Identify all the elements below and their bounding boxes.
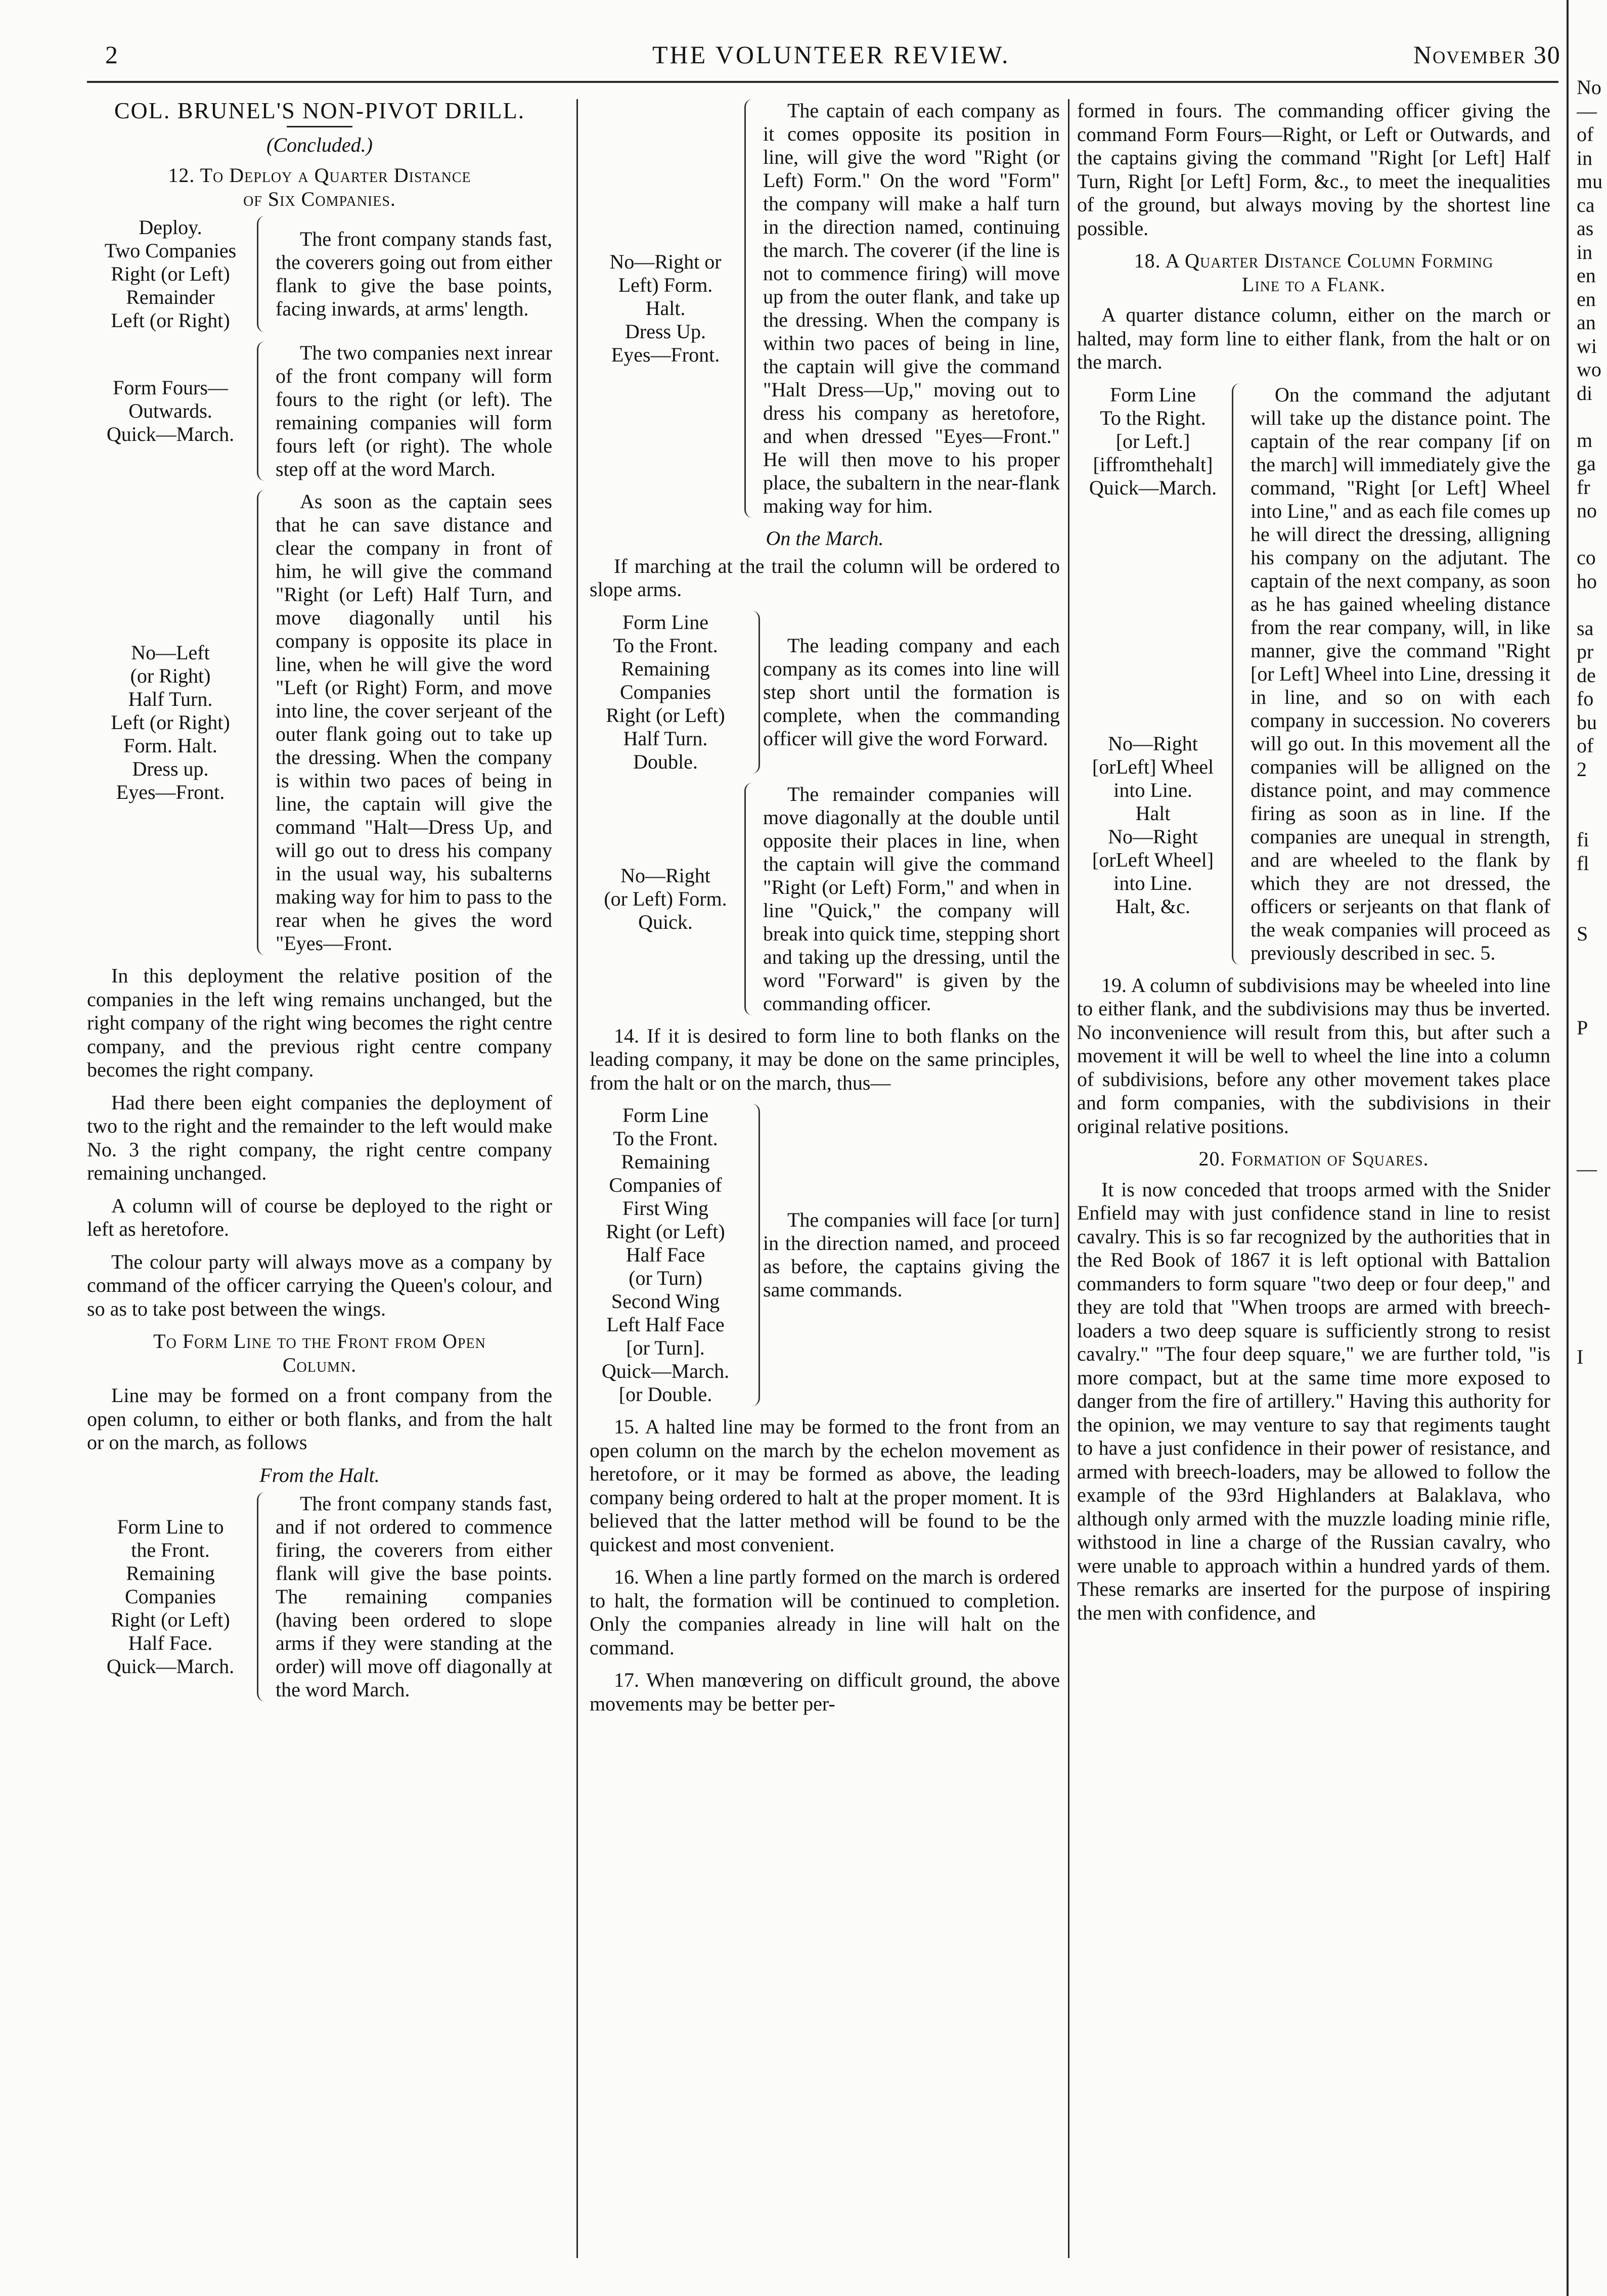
edge-fragment: [1577, 1392, 1607, 1416]
edge-fragment: [1577, 1886, 1607, 1910]
concluded-note: (Concluded.): [266, 133, 373, 156]
column-rule-3: [1567, 0, 1569, 2296]
edge-fragment: [1577, 1557, 1607, 1581]
edge-fragment: [1577, 1181, 1607, 1205]
edge-fragment: wi: [1577, 334, 1597, 357]
edge-fragment: [1577, 1463, 1607, 1487]
edge-fragment: ca: [1577, 193, 1595, 216]
command-text: Form Line To the Right. [or Left.] [iffromthehalt] Quick—March. No—Right [orLeft] Wheel into Line. Halt No—Right [orLeft Wheel] into Line. Halt, &c.: [1089, 383, 1217, 918]
edge-fragment: [1577, 1416, 1607, 1440]
section-18-heading-line-2: Line to a Flank.: [1241, 273, 1386, 296]
form-line-heading-line-2: Column.: [282, 1353, 357, 1376]
form-line-heading: To Form Line to the Front from Open: [153, 1330, 486, 1353]
edge-fragment: an: [1577, 311, 1596, 334]
edge-fragment: [1577, 1298, 1607, 1322]
column-rule-1: [576, 99, 578, 2258]
drill-block-wheel-into-line: [1077, 383, 1550, 965]
brace: [257, 490, 270, 955]
edge-fragment: m: [1577, 428, 1593, 452]
edge-fragment: [1577, 1863, 1607, 1886]
column-3: [1077, 99, 1550, 1634]
edge-fragment: of: [1577, 123, 1594, 146]
paragraph: 15. A halted line may be formed to the front from an open column on the march by the echelon movement as heretofore, or it may be formed as above, the leading company being ordered to halt at the proper moment. It is believed that the latter method will be found to be the quickest and most convenient.: [590, 1415, 1060, 1556]
edge-fragment: fi: [1577, 828, 1589, 851]
drill-block-quick: [590, 783, 1060, 1015]
paragraph: A column will of course be deployed to the right or left as heretofore.: [87, 1194, 552, 1240]
edge-fragment: [1577, 1604, 1607, 1628]
command-text: Form Fours— Outwards. Quick—March.: [106, 376, 235, 445]
edge-fragment: —: [1577, 1157, 1597, 1180]
command-text: No—Left (or Right) Half Turn. Left (or Right) Form. Halt. Dress up. Eyes—Front.: [111, 641, 230, 803]
edge-fragment: [1577, 1534, 1607, 1557]
edge-fragment: [1577, 1510, 1607, 1534]
from-the-halt-subheading: From the Halt.: [259, 1463, 380, 1487]
edge-fragment: di: [1577, 381, 1593, 404]
edge-fragment: [1577, 1980, 1607, 2004]
edge-fragment: [1577, 2075, 1607, 2098]
brace: [257, 341, 270, 481]
instruction-text: The remainder companies will move diagonally at the double until opposite their places in line, when the captain will give the command "Right (or Left) Form," and when in line "Quick," the company will break into quick time, stepping short and taking up the dressing, until the word "Forward" is given by the commanding officer.: [763, 782, 1060, 1015]
edge-fragment: ho: [1577, 569, 1597, 593]
edge-fragment: [1577, 1040, 1607, 1064]
edge-fragment: [1577, 1204, 1607, 1228]
drill-block-both-flanks: [590, 1104, 1060, 1406]
edge-fragment: [1577, 1228, 1607, 1252]
command-text: Form Line to the Front. Remaining Companies Right (or Left) Half Face. Quick—March.: [106, 1515, 235, 1678]
edge-fragment: [1577, 1816, 1607, 1839]
section-12-heading-line-2: of Six Companies.: [243, 187, 396, 210]
edge-fragment: [1577, 781, 1607, 805]
edge-fragment: [1577, 2098, 1607, 2122]
paragraph: 17. When manœvering on difficult ground, the above movements may be better per-: [590, 1669, 1060, 1715]
edge-fragment: [1577, 1769, 1607, 1792]
edge-fragment: sa: [1577, 616, 1594, 640]
edge-fragment: [1577, 1698, 1607, 1722]
brace: [744, 99, 757, 518]
drill-block-deploy: [87, 216, 552, 332]
edge-fragment: no: [1577, 499, 1597, 522]
edge-fragment: [1577, 1675, 1607, 1698]
instruction-text: The companies will face [or turn] in the direction named, and proceed as before, the captains giving the same commands.: [763, 1208, 1060, 1301]
edge-fragment: [1577, 946, 1607, 970]
instruction-text: The front company stands fast, and if not ordered to commence firing, the coverers from either flank will give the base points. The remaining companies (having been ordered to slope arms if they were standing at the order) will move off diagonally at the word March.: [276, 1492, 552, 1701]
section-20-heading: 20. Formation of Squares.: [1198, 1147, 1429, 1170]
edge-fragment: as: [1577, 217, 1594, 240]
brace: [747, 1104, 760, 1406]
brace: [257, 216, 270, 332]
paragraph: The colour party will always move as a company by command of the officer carrying the Queen's colour, and so as to take post between the wings.: [87, 1250, 552, 1320]
edge-fragment: [1577, 1745, 1607, 1769]
edge-fragment: co: [1577, 546, 1596, 569]
edge-fragment: 2: [1577, 757, 1587, 781]
edge-fragment: pr: [1577, 640, 1594, 663]
edge-fragment: [1577, 1581, 1607, 1604]
edge-fragment: [1577, 593, 1607, 617]
edge-fragment: [1577, 1722, 1607, 1745]
edge-fragment: [1577, 1087, 1607, 1111]
edge-fragment: [1577, 1251, 1607, 1275]
journal-title: THE VOLUNTEER REVIEW.: [652, 40, 1010, 69]
command-text: Form Line To the Front. Remaining Companies Right (or Left) Half Turn. Double.: [606, 610, 725, 773]
edge-fragment: [1577, 523, 1607, 547]
brace: [744, 783, 757, 1015]
edge-fragment: [1577, 1910, 1607, 1933]
command-text: No—Right (or Left) Form. Quick.: [604, 864, 727, 933]
page-number: 2: [105, 40, 118, 69]
command-text: No—Right or Left) Form. Halt. Dress Up. Eyes—Front.: [609, 250, 722, 366]
edge-fragment: [1577, 1439, 1607, 1463]
edge-fragment: fo: [1577, 687, 1594, 710]
section-18-heading: 18. A Quarter Distance Column Forming: [1134, 249, 1494, 272]
edge-fragment: [1577, 1651, 1607, 1675]
edge-fragment: en: [1577, 287, 1596, 310]
edge-fragment: wo: [1577, 358, 1601, 381]
issue-date: November 30: [1413, 40, 1561, 69]
edge-fragment: en: [1577, 264, 1596, 287]
edge-fragment: fl: [1577, 851, 1589, 875]
edge-fragment: [1577, 2004, 1607, 2028]
edge-fragment: [1577, 1957, 1607, 1980]
drill-block-half-turn: [87, 490, 552, 955]
paragraph: If marching at the trail the column will be ordered to slope arms.: [590, 554, 1060, 601]
edge-fragment: [1577, 1134, 1607, 1158]
edge-fragment: bu: [1577, 710, 1597, 734]
edge-fragment: [1577, 2122, 1607, 2145]
edge-fragment: [1577, 1369, 1607, 1393]
edge-fragment: [1577, 2028, 1607, 2051]
edge-fragment: [1577, 1839, 1607, 1863]
section-12-heading: 12. To Deploy a Quarter Distance: [168, 164, 471, 187]
brace: [1232, 383, 1244, 965]
edge-fragment: P: [1577, 1016, 1588, 1039]
column-2: [590, 99, 1060, 1725]
edge-fragment: [1577, 1063, 1607, 1087]
instruction-text: The two companies next inrear of the front company will form fours to the right (or left). The remaining companies will form fours left (or right). The whole step off at the word March.: [276, 341, 552, 480]
edge-fragment: mu: [1577, 170, 1603, 193]
column-1: [87, 99, 552, 1710]
edge-fragment: [1577, 805, 1607, 829]
edge-fragment: I: [1577, 1345, 1584, 1368]
command-text: Form Line To the Front. Remaining Companies of First Wing Right (or Left) Half Face (or Turn) Second Wing Left Half Face [or Turn]. Quick—March. [or Double.: [601, 1104, 730, 1406]
edge-fragment: [1577, 1628, 1607, 1651]
paragraph: 16. When a line partly formed on the march is ordered to halt, the formation will be continued to completion. Only the companies already in line will halt on the command.: [590, 1565, 1060, 1659]
drill-block-right-form: [590, 99, 1060, 518]
on-the-march-subheading: On the March.: [766, 527, 884, 550]
edge-fragment: [1577, 405, 1607, 429]
edge-fragment: in: [1577, 240, 1593, 263]
adjacent-page-fragment: [1577, 76, 1607, 2145]
edge-fragment: in: [1577, 146, 1593, 169]
paragraph: 19. A column of subdivisions may be wheeled into line to either flank, and the subdivisions may thus be inverted. No inconvenience will result from this, but after such a movement it will be well to wheel the line into a column of subdivisions, before any other movement takes place and form companies, with the subdivisions in their original relative positions.: [1077, 973, 1550, 1138]
edge-fragment: of: [1577, 734, 1594, 757]
edge-fragment: No: [1577, 76, 1601, 99]
edge-fragment: [1577, 2051, 1607, 2075]
instruction-text: The leading company and each company as its comes into line will step short until the formation is complete, when the commanding officer will give the word Forward.: [763, 634, 1060, 750]
paragraph: Line may be formed on a front company from the open column, to either or both flanks, and from the halt or on the march, as follows: [87, 1384, 552, 1454]
drill-block-form-fours: [87, 341, 552, 481]
column-rule-2: [1068, 99, 1069, 2258]
edge-fragment: S: [1577, 922, 1588, 945]
paragraph: formed in fours. The commanding officer giving the command Form Fours—Right, or Left or Outwards, and the captains giving the command "Right [or Left] Half Turn, Right [or Left] Form, &c., to meet the inequalities of the ground, but always moving by the shortest line possible.: [1077, 99, 1550, 240]
edge-fragment: de: [1577, 663, 1596, 687]
paragraph: It is now conceded that troops armed with the Snider Enfield may with just confidence stand in line to resist cavalry. This is so far recognized by the authorities that in the Red Book of 1867 it is left optional with Battalion commanders to form square "two deep or four deep," and they are told that "When troops are armed with breech-loaders a two deep square is sufficiently strong to resist cavalry." "The four deep square," we are further told, "is more compact, but at the same time more exposed to danger from the fire of artillery." Having this authority for the opinion, we may venture to say that regiments taught to have a just confidence in their power of resistance, and armed with breech-loaders, may be allowed to follow the example of the 93rd Highlanders at Balaklava, who although only armed with the muzzle loading minie rifle, withstood in line a charge of the Russian cavalry, who were unable to approach within a hundred yards of them. These remarks are inserted for the purpose of inspiring the men with confidence, and: [1077, 1178, 1550, 1624]
edge-fragment: ga: [1577, 452, 1596, 475]
paragraph: In this deployment the relative position of the companies in the left wing remains unchanged, but the right company of the right wing becomes the right centre company, and the previous right centre company becomes the right company.: [87, 964, 552, 1081]
edge-fragment: [1577, 1487, 1607, 1510]
edge-fragment: [1577, 899, 1607, 923]
edge-fragment: [1577, 875, 1607, 899]
edge-fragment: [1577, 1275, 1607, 1299]
edge-fragment: [1577, 1933, 1607, 1957]
edge-fragment: [1577, 969, 1607, 993]
edge-fragment: [1577, 993, 1607, 1017]
instruction-text: The front company stands fast, the coverers going out from either flank to give the base points, facing inwards, at arms' length.: [276, 228, 552, 320]
drill-block-form-line: [87, 1492, 552, 1701]
brace: [257, 1492, 270, 1701]
header-rule: [87, 81, 1558, 83]
instruction-text: On the command the adjutant will take up the distance point. The captain of the rear company [if on the march] will immediately give the command, "Right [or Left] Wheel into Line," and as each file comes up he will direct the dressing, alligning his company on the adjutant. The captain of the next company, as soon as he has gained wheeling distance from the rear company, will, in like manner, give the command "Right [or Left] Wheel into Line, dressing it in line, and so on with each company in succession. No coverers will go out. In this movement all the companies will be alligned on the distance point, and may commence firing as soon as in line. If the companies are unequal in strength, and are wheeled to the flank by which they are not dressed, the officers or serjeants on that flank of the weak companies will proceed as previously described in sec. 5.: [1251, 383, 1550, 964]
instruction-text: As soon as the captain sees that he can save distance and clear the company in front of him, he will give the command "Right (or Left) Half Turn, and move diagonally until his company is opposite its place in line, when he will give the word "Left (or Right) Form, and move into line, the cover serjeant of the outer flank going out to take up the dressing. When the company is within two paces of being in line, the captain will give the command "Halt—Dress Up, and will go out to dress his company in the usual way, his subalterns making way for him to pass to the rear when he gives the word "Eyes—Front.: [276, 490, 552, 955]
edge-fragment: fr: [1577, 475, 1590, 499]
edge-fragment: [1577, 1792, 1607, 1816]
edge-fragment: [1577, 1322, 1607, 1346]
brace: [747, 611, 760, 774]
paragraph: Had there been eight companies the deployment of two to the right and the remainder to the left would make No. 3 the right company, the right centre company remaining unchanged.: [87, 1091, 552, 1184]
article-title: COL. BRUNEL'S NON-PIVOT DRILL.: [114, 98, 525, 123]
paragraph: 14. If it is desired to form line to both flanks on the leading company, it may be done on the same principles, from the halt or on the march, thus—: [590, 1024, 1060, 1094]
edge-fragment: —: [1577, 99, 1597, 122]
edge-fragment: [1577, 1110, 1607, 1134]
command-text: Deploy. Two Companies Right (or Left) Remainder Left (or Right): [104, 216, 237, 332]
instruction-text: The captain of each company as it comes opposite its position in line, will give the word "Right (or Left) Form." On the word "Form" the company will make a half turn in the direction named, continuing the march. The coverer (if the line is not to commence firing) will move up from the outer flank, and take up the dressing. When the company is within two paces of being in line, the captain will give the command "Halt Dress—Up," moving out to dress his company as heretofore, and when dressed "Eyes—Front." He will then move to his proper place, the subaltern in the near-flank making way for him.: [763, 99, 1060, 517]
paragraph: A quarter distance column, either on the march or halted, may form line to either flank, from the halt or on the march.: [1077, 303, 1550, 373]
title-rule: [287, 126, 352, 127]
drill-block-double: [590, 611, 1060, 774]
